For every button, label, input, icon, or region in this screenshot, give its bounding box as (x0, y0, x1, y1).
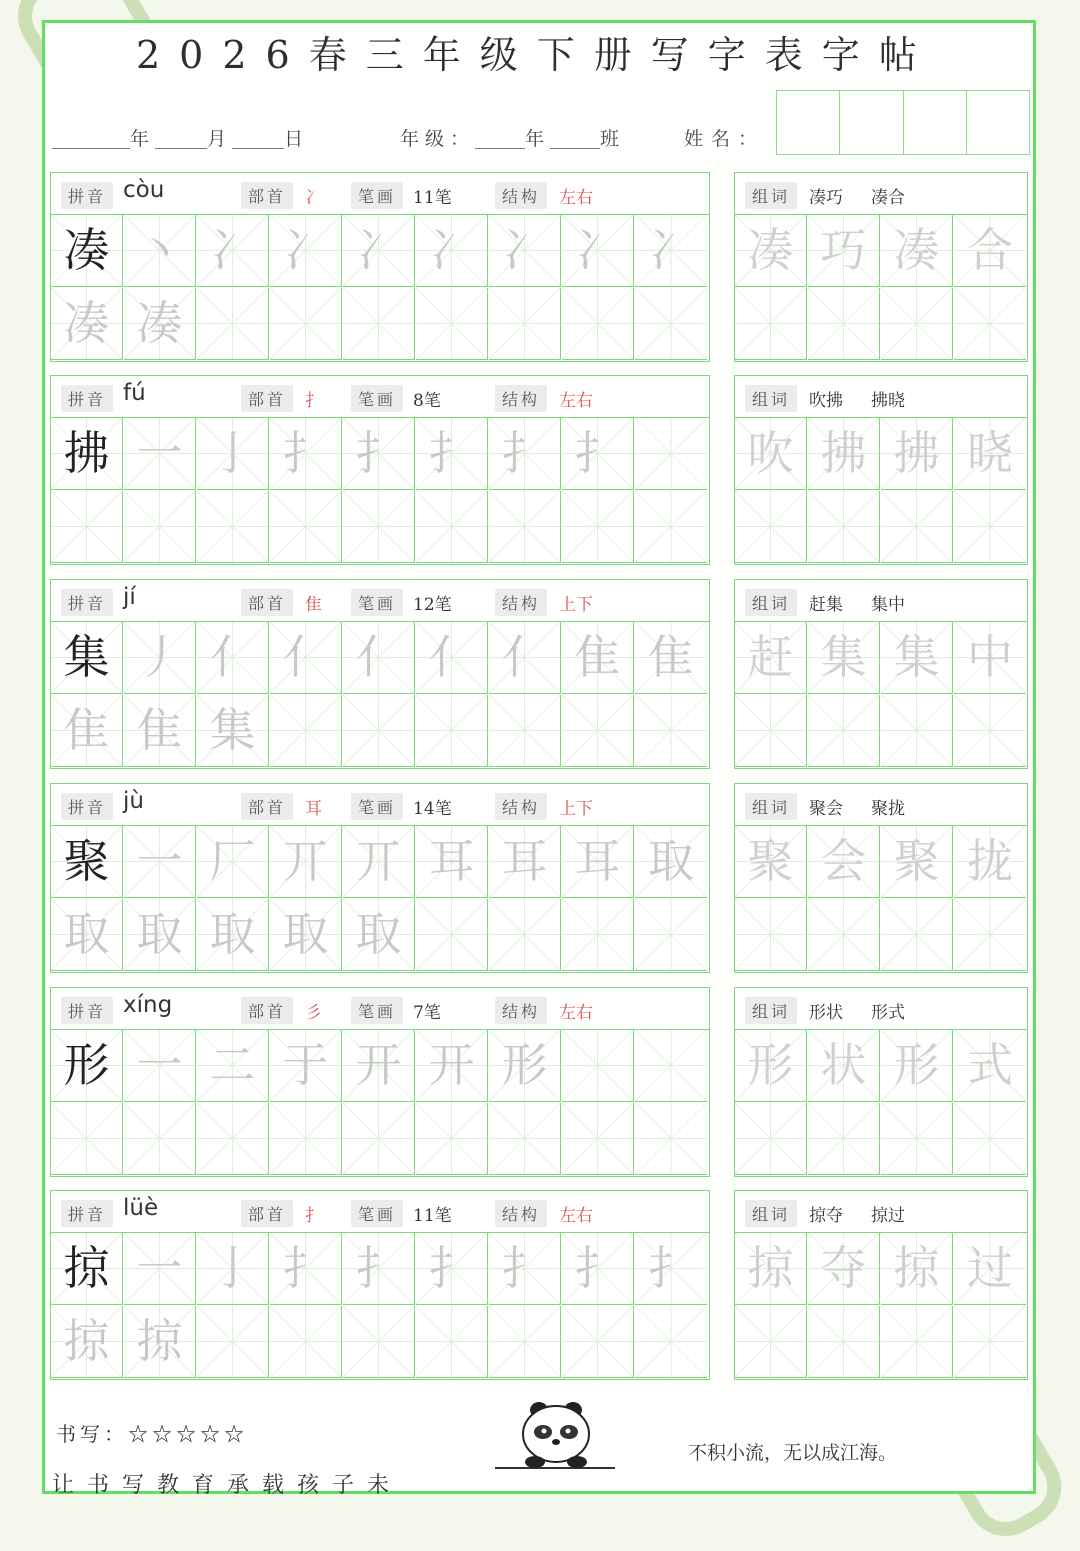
strokes-value: 11笔 (413, 1206, 452, 1226)
word-practice-cell[interactable] (735, 695, 807, 767)
word-trace-cell[interactable]: 掠 (735, 1233, 807, 1305)
char-header (51, 988, 709, 1030)
practice-cell[interactable] (562, 1030, 634, 1102)
stroke-step-cell[interactable]: 扌 (562, 1233, 634, 1305)
word-trace-cell[interactable]: 过 (954, 1233, 1026, 1305)
word-practice-cell[interactable] (954, 1306, 1026, 1378)
strokes-tag: 笔画 (351, 385, 403, 412)
words-panel-2 (734, 375, 1028, 565)
grade-class-field[interactable]: 年级： 年 班 (400, 128, 626, 150)
stroke-step-cell[interactable]: 扌 (343, 1233, 415, 1305)
practice-cell[interactable] (51, 491, 123, 563)
practice-cell[interactable] (343, 695, 415, 767)
stroke-step-cell[interactable]: 冫 (343, 215, 415, 287)
stroke-step-cell[interactable]: 厂 (197, 826, 269, 898)
words-header (735, 988, 1027, 1030)
model-char[interactable]: 拂 (51, 418, 123, 490)
practice-cell[interactable] (489, 1306, 561, 1378)
word-2: 聚拢 (871, 799, 905, 819)
pinyin-tag: 拼音 (61, 793, 113, 820)
word-2: 掠过 (871, 1206, 905, 1226)
stroke-step-cell[interactable]: 亻 (343, 622, 415, 694)
practice-cell[interactable] (562, 491, 634, 563)
radical-value: 扌 (305, 1206, 322, 1226)
radical-tag: 部首 (241, 385, 293, 412)
radical-value: 扌 (305, 391, 322, 411)
word-practice-cell[interactable] (881, 1306, 953, 1378)
word-trace-cell[interactable]: 合 (954, 215, 1026, 287)
structure-tag: 结构 (495, 1200, 547, 1227)
stroke-step-cell[interactable]: 扌 (270, 1233, 342, 1305)
word-practice-cell[interactable] (881, 491, 953, 563)
stroke-step-cell[interactable]: 开 (416, 1030, 488, 1102)
char-panel-4 (50, 783, 710, 973)
word-2: 形式 (871, 1003, 905, 1023)
words-tag: 组词 (745, 1200, 797, 1227)
char-panel-5 (50, 987, 710, 1177)
practice-cell[interactable] (343, 288, 415, 360)
word-trace-cell[interactable]: 聚 (881, 826, 953, 898)
stroke-step-cell[interactable]: 亅 (197, 1233, 269, 1305)
words-tag: 组词 (745, 997, 797, 1024)
pinyin-tag: 拼音 (61, 589, 113, 616)
words-panel-6 (734, 1190, 1028, 1380)
word-practice-cell[interactable] (808, 288, 880, 360)
radical-value: 耳 (305, 799, 322, 819)
word-1: 赶集 (809, 595, 843, 615)
radical-tag: 部首 (241, 1200, 293, 1227)
practice-cell[interactable] (343, 1306, 415, 1378)
words-panel-5 (734, 987, 1028, 1177)
word-trace-cell[interactable]: 赶 (735, 622, 807, 694)
words-panel-4 (734, 783, 1028, 973)
strokes-value: 7笔 (413, 1003, 441, 1023)
stroke-step-cell[interactable]: 凑 (124, 288, 196, 360)
stroke-step-cell[interactable]: 一 (124, 1030, 196, 1102)
word-trace-cell[interactable]: 聚 (735, 826, 807, 898)
practice-cell[interactable] (270, 1103, 342, 1175)
word-practice-cell[interactable] (954, 1103, 1026, 1175)
stroke-step-cell[interactable]: 形 (489, 1030, 561, 1102)
word-2: 拂晓 (871, 391, 905, 411)
structure-tag: 结构 (495, 997, 547, 1024)
structure-value: 上下 (559, 799, 593, 819)
stroke-step-cell[interactable]: 冫 (489, 215, 561, 287)
word-trace-cell[interactable]: 拢 (954, 826, 1026, 898)
structure-value: 上下 (559, 595, 593, 615)
radical-tag: 部首 (241, 997, 293, 1024)
word-practice-cell[interactable] (735, 1103, 807, 1175)
practice-cell[interactable] (635, 1306, 707, 1378)
practice-cell[interactable] (635, 695, 707, 767)
structure-value: 左右 (559, 188, 593, 208)
pinyin-value: còu (123, 177, 165, 203)
stroke-step-cell[interactable]: 取 (124, 899, 196, 971)
word-1: 聚会 (809, 799, 843, 819)
stroke-step-cell[interactable]: 掠 (51, 1306, 123, 1378)
practice-cell[interactable] (343, 491, 415, 563)
words-tag: 组词 (745, 385, 797, 412)
stroke-step-cell[interactable]: 冫 (562, 215, 634, 287)
char-panel-2 (50, 375, 710, 565)
stroke-step-cell[interactable]: 隹 (562, 622, 634, 694)
strokes-value: 12笔 (413, 595, 452, 615)
stroke-step-cell[interactable]: 取 (197, 899, 269, 971)
word-practice-cell[interactable] (735, 1306, 807, 1378)
word-trace-cell[interactable]: 形 (735, 1030, 807, 1102)
word-practice-cell[interactable] (954, 288, 1026, 360)
stroke-step-cell[interactable]: 耳 (562, 826, 634, 898)
practice-cell[interactable] (562, 899, 634, 971)
practice-cell[interactable] (635, 899, 707, 971)
practice-cell[interactable] (562, 288, 634, 360)
strokes-tag: 笔画 (351, 182, 403, 209)
words-tag: 组词 (745, 589, 797, 616)
structure-tag: 结构 (495, 589, 547, 616)
practice-cell[interactable] (270, 1306, 342, 1378)
practice-cell[interactable] (635, 491, 707, 563)
word-trace-cell[interactable]: 拂 (808, 418, 880, 490)
stroke-step-cell[interactable]: 取 (270, 899, 342, 971)
practice-cell[interactable] (197, 1306, 269, 1378)
word-trace-cell[interactable]: 夺 (808, 1233, 880, 1305)
structure-tag: 结构 (495, 182, 547, 209)
strokes-value: 8笔 (413, 391, 441, 411)
pinyin-value: lüè (123, 1195, 159, 1221)
pinyin-tag: 拼音 (61, 997, 113, 1024)
stroke-step-cell[interactable]: 二 (197, 1030, 269, 1102)
stroke-step-cell[interactable]: 开 (343, 1030, 415, 1102)
stroke-step-cell[interactable]: 丶 (124, 215, 196, 287)
word-practice-cell[interactable] (881, 288, 953, 360)
stroke-step-cell[interactable]: 耳 (489, 826, 561, 898)
model-char[interactable]: 掠 (51, 1233, 123, 1305)
char-panel-1 (50, 172, 710, 362)
practice-cell[interactable] (197, 288, 269, 360)
word-practice-cell[interactable] (808, 695, 880, 767)
stroke-step-cell[interactable]: 亅 (197, 418, 269, 490)
word-2: 凑合 (871, 188, 905, 208)
star-rating[interactable]: ☆☆☆☆☆ (128, 1422, 248, 1446)
words-header (735, 1191, 1027, 1233)
pinyin-tag: 拼音 (61, 182, 113, 209)
stroke-step-cell[interactable]: 冫 (635, 215, 707, 287)
practice-cell[interactable] (562, 695, 634, 767)
word-practice-cell[interactable] (808, 899, 880, 971)
words-header (735, 376, 1027, 418)
strokes-value: 14笔 (413, 799, 452, 819)
structure-value: 左右 (559, 391, 593, 411)
stroke-step-cell[interactable]: 扌 (270, 418, 342, 490)
model-char[interactable]: 聚 (51, 826, 123, 898)
stroke-step-cell[interactable]: 一 (124, 418, 196, 490)
word-practice-cell[interactable] (808, 1306, 880, 1378)
word-1: 吹拂 (809, 391, 843, 411)
word-practice-cell[interactable] (808, 491, 880, 563)
stroke-step-cell[interactable]: 亻 (197, 622, 269, 694)
radical-tag: 部首 (241, 589, 293, 616)
char-header (51, 173, 709, 215)
structure-tag: 结构 (495, 385, 547, 412)
practice-cell[interactable] (270, 695, 342, 767)
word-practice-cell[interactable] (808, 1103, 880, 1175)
words-header (735, 580, 1027, 622)
word-1: 掠夺 (809, 1206, 843, 1226)
word-trace-cell[interactable]: 晓 (954, 418, 1026, 490)
word-trace-cell[interactable]: 凑 (735, 215, 807, 287)
model-char[interactable]: 凑 (51, 215, 123, 287)
stroke-step-cell[interactable]: 隹 (51, 695, 123, 767)
writing-rating[interactable]: 书写：☆☆☆☆☆ (56, 1422, 248, 1446)
footer-slogan: 让书写教育承载孩子未 (52, 1473, 403, 1498)
word-practice-cell[interactable] (735, 288, 807, 360)
char-panel-6 (50, 1190, 710, 1380)
char-header (51, 1191, 709, 1233)
pinyin-tag: 拼音 (61, 1200, 113, 1227)
practice-cell[interactable] (124, 1103, 196, 1175)
practice-cell[interactable] (635, 1030, 707, 1102)
word-practice-cell[interactable] (881, 1103, 953, 1175)
word-practice-cell[interactable] (954, 899, 1026, 971)
practice-cell[interactable] (124, 491, 196, 563)
model-char[interactable]: 形 (51, 1030, 123, 1102)
practice-cell[interactable] (489, 899, 561, 971)
name-label: 姓名： (684, 128, 766, 150)
word-trace-cell[interactable]: 掠 (881, 1233, 953, 1305)
panda-icon (495, 1398, 615, 1474)
word-1: 形状 (809, 1003, 843, 1023)
words-panel-3 (734, 579, 1028, 769)
char-header (51, 784, 709, 826)
pinyin-value: jù (123, 788, 144, 814)
stroke-step-cell[interactable]: 一 (124, 826, 196, 898)
stroke-step-cell[interactable]: 亻 (489, 622, 561, 694)
stroke-step-cell[interactable]: 扌 (489, 1233, 561, 1305)
stroke-step-cell[interactable]: 冫 (197, 215, 269, 287)
stroke-step-cell[interactable]: 隹 (635, 622, 707, 694)
stroke-step-cell[interactable]: 取 (51, 899, 123, 971)
strokes-tag: 笔画 (351, 997, 403, 1024)
strokes-tag: 笔画 (351, 793, 403, 820)
practice-cell[interactable] (197, 491, 269, 563)
name-boxes[interactable] (776, 90, 1030, 155)
structure-value: 左右 (559, 1003, 593, 1023)
word-practice-cell[interactable] (954, 491, 1026, 563)
motto-text: 不积小流，无以成江海。 (688, 1442, 898, 1464)
stroke-step-cell[interactable]: 耳 (416, 826, 488, 898)
word-trace-cell[interactable]: 中 (954, 622, 1026, 694)
words-tag: 组词 (745, 182, 797, 209)
practice-cell[interactable] (416, 1306, 488, 1378)
strokes-tag: 笔画 (351, 1200, 403, 1227)
pinyin-value: fú (123, 380, 146, 406)
stroke-step-cell[interactable]: 扌 (416, 418, 488, 490)
words-header (735, 784, 1027, 826)
strokes-value: 11笔 (413, 188, 452, 208)
radical-tag: 部首 (241, 793, 293, 820)
strokes-tag: 笔画 (351, 589, 403, 616)
char-header (51, 376, 709, 418)
date-field[interactable]: 年 月 日 (52, 124, 303, 151)
char-panel-3 (50, 579, 710, 769)
practice-cell[interactable] (635, 1103, 707, 1175)
char-header (51, 580, 709, 622)
practice-cell[interactable] (489, 695, 561, 767)
stroke-step-cell[interactable]: 一 (124, 1233, 196, 1305)
stroke-step-cell[interactable]: 亻 (270, 622, 342, 694)
page-title: 2026春三年级下册写字表字帖 (136, 33, 936, 77)
stroke-step-cell[interactable]: 冫 (416, 215, 488, 287)
word-trace-cell[interactable]: 凑 (881, 215, 953, 287)
practice-cell[interactable] (197, 1103, 269, 1175)
word-trace-cell[interactable]: 集 (808, 622, 880, 694)
stroke-step-cell[interactable]: 取 (635, 826, 707, 898)
structure-value: 左右 (559, 1206, 593, 1226)
stroke-step-cell[interactable]: 隹 (124, 695, 196, 767)
word-trace-cell[interactable]: 集 (881, 622, 953, 694)
stroke-step-cell[interactable]: 扌 (416, 1233, 488, 1305)
word-trace-cell[interactable]: 巧 (808, 215, 880, 287)
model-char[interactable]: 集 (51, 622, 123, 694)
pinyin-tag: 拼音 (61, 385, 113, 412)
practice-cell[interactable] (51, 1103, 123, 1175)
practice-cell[interactable] (416, 1103, 488, 1175)
stroke-step-cell[interactable]: 扌 (489, 418, 561, 490)
practice-cell[interactable] (270, 491, 342, 563)
stroke-step-cell[interactable]: 凑 (51, 288, 123, 360)
word-1: 凑巧 (809, 188, 843, 208)
stroke-step-cell[interactable]: 扌 (562, 418, 634, 490)
stroke-step-cell[interactable]: 扌 (343, 418, 415, 490)
practice-cell[interactable] (489, 288, 561, 360)
practice-cell[interactable] (270, 288, 342, 360)
word-2: 集中 (871, 595, 905, 615)
stroke-step-cell[interactable]: 丌 (270, 826, 342, 898)
word-trace-cell[interactable]: 式 (954, 1030, 1026, 1102)
word-practice-cell[interactable] (881, 695, 953, 767)
stroke-step-cell[interactable]: 掠 (124, 1306, 196, 1378)
words-header (735, 173, 1027, 215)
word-trace-cell[interactable]: 吹 (735, 418, 807, 490)
words-tag: 组词 (745, 793, 797, 820)
practice-cell[interactable] (416, 491, 488, 563)
stroke-step-cell[interactable]: 亻 (416, 622, 488, 694)
practice-cell[interactable] (416, 695, 488, 767)
word-practice-cell[interactable] (735, 491, 807, 563)
stroke-step-cell[interactable]: 丿 (124, 622, 196, 694)
practice-cell[interactable] (343, 1103, 415, 1175)
stroke-step-cell[interactable]: 取 (343, 899, 415, 971)
stroke-step-cell[interactable]: 集 (197, 695, 269, 767)
pinyin-value: jí (123, 584, 136, 610)
word-trace-cell[interactable]: 形 (881, 1030, 953, 1102)
radical-value: 彡 (305, 1003, 322, 1023)
structure-tag: 结构 (495, 793, 547, 820)
practice-cell[interactable] (562, 1306, 634, 1378)
practice-cell[interactable] (635, 418, 707, 490)
practice-cell[interactable] (562, 1103, 634, 1175)
radical-value: 隹 (305, 595, 322, 615)
words-panel-1 (734, 172, 1028, 362)
word-trace-cell[interactable]: 拂 (881, 418, 953, 490)
practice-cell[interactable] (489, 1103, 561, 1175)
word-practice-cell[interactable] (954, 695, 1026, 767)
word-practice-cell[interactable] (735, 899, 807, 971)
practice-cell[interactable] (489, 491, 561, 563)
radical-tag: 部首 (241, 182, 293, 209)
practice-cell[interactable] (416, 288, 488, 360)
stroke-step-cell[interactable]: 丌 (343, 826, 415, 898)
word-trace-cell[interactable]: 会 (808, 826, 880, 898)
stroke-step-cell[interactable]: 于 (270, 1030, 342, 1102)
stroke-step-cell[interactable]: 扌 (635, 1233, 707, 1305)
word-practice-cell[interactable] (881, 899, 953, 971)
pinyin-value: xíng (123, 992, 173, 1018)
radical-value: 冫 (305, 188, 322, 208)
practice-cell[interactable] (635, 288, 707, 360)
stroke-step-cell[interactable]: 冫 (270, 215, 342, 287)
practice-cell[interactable] (416, 899, 488, 971)
word-trace-cell[interactable]: 状 (808, 1030, 880, 1102)
